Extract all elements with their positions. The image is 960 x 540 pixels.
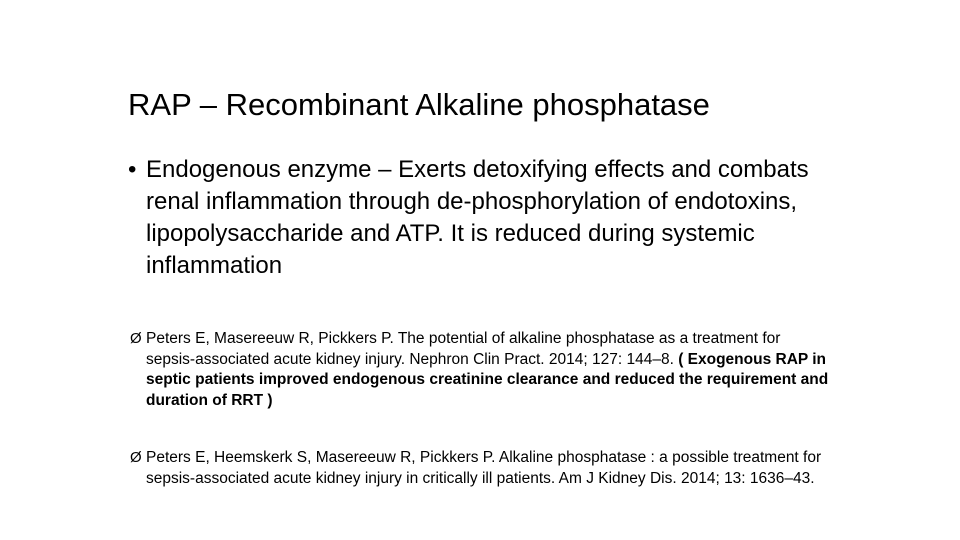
- bullet-list: [128, 154, 848, 282]
- reference-line: [130, 329, 830, 411]
- reference-item-1: [130, 329, 830, 411]
- reference-item-2: [130, 448, 830, 489]
- reference-citation: Peters E, Masereeuw R, Pickkers P. The potential of alkaline phosphatase as a treatment for sepsis-associated acute kidney injury. Nephron Clin Pract. 2014; 127: 144–8.: [146, 330, 781, 368]
- arrow-bullet-icon: Ø: [130, 330, 142, 347]
- arrow-bullet-icon: Ø: [130, 449, 142, 466]
- slide-title: RAP – Recombinant Alkaline phosphatase: [128, 87, 710, 122]
- reference-citation: Peters E, Heemskerk S, Masereeuw R, Pickkers P. Alkaline phosphatase : a possible treatment for sepsis-associated acute kidney injury in critically ill patients. Am J Kidney Dis. 2014; 13: 1636–43.: [146, 449, 822, 487]
- reference-note: ( Exogenous RAP in septic patients improved endogenous creatinine clearance and reduced the requirement and duration of RRT ): [146, 350, 829, 409]
- bullet-text: Endogenous enzyme – Exerts detoxifying effects and combats renal inflammation through de-phosphorylation of endotoxins, lipopolysaccharide and ATP. It is reduced during systemic inflammation: [146, 156, 809, 279]
- reference-line: [130, 448, 830, 489]
- bullet-marker: •: [128, 156, 137, 183]
- bullet-item: [128, 154, 848, 282]
